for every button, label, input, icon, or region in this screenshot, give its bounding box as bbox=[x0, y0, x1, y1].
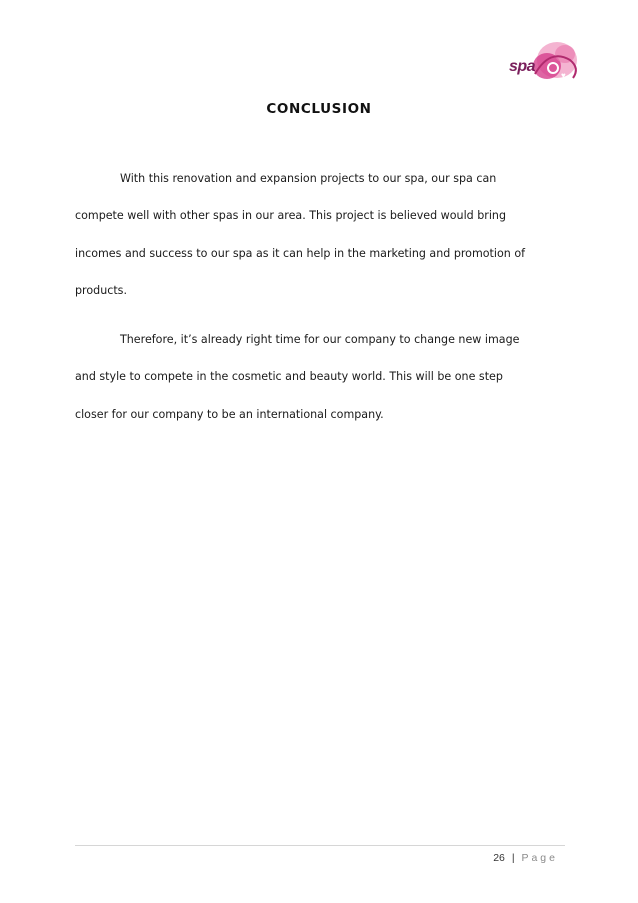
paragraph-line: With this renovation and expansion projects to our spa, our spa can bbox=[120, 172, 497, 185]
page-number: 26 bbox=[493, 852, 505, 864]
paragraph-line: Therefore, it’s already right time for our company to change new image bbox=[120, 333, 520, 346]
page-footer bbox=[493, 852, 558, 864]
page-label: Page bbox=[521, 852, 558, 864]
spa-logo bbox=[495, 38, 587, 90]
svg-text:♥: ♥ bbox=[561, 71, 566, 80]
paragraph-line: incomes and success to our spa as it can help in the marketing and promotion of bbox=[75, 246, 526, 260]
footer-separator: | bbox=[511, 852, 515, 864]
spa-logo-text: spa bbox=[509, 58, 536, 75]
paragraph-line: and style to compete in the cosmetic and beauty world. This will be one step bbox=[75, 370, 503, 384]
paragraph-2 bbox=[75, 321, 565, 433]
paragraph-line: products. bbox=[75, 283, 127, 297]
page-title: CONCLUSION bbox=[266, 101, 372, 117]
paragraph-line: compete well with other spas in our area. This project is believed would bring bbox=[75, 209, 506, 223]
footer-divider bbox=[75, 845, 565, 846]
paragraph-line: closer for our company to be an international company. bbox=[75, 407, 384, 421]
paragraph-1 bbox=[75, 160, 565, 309]
